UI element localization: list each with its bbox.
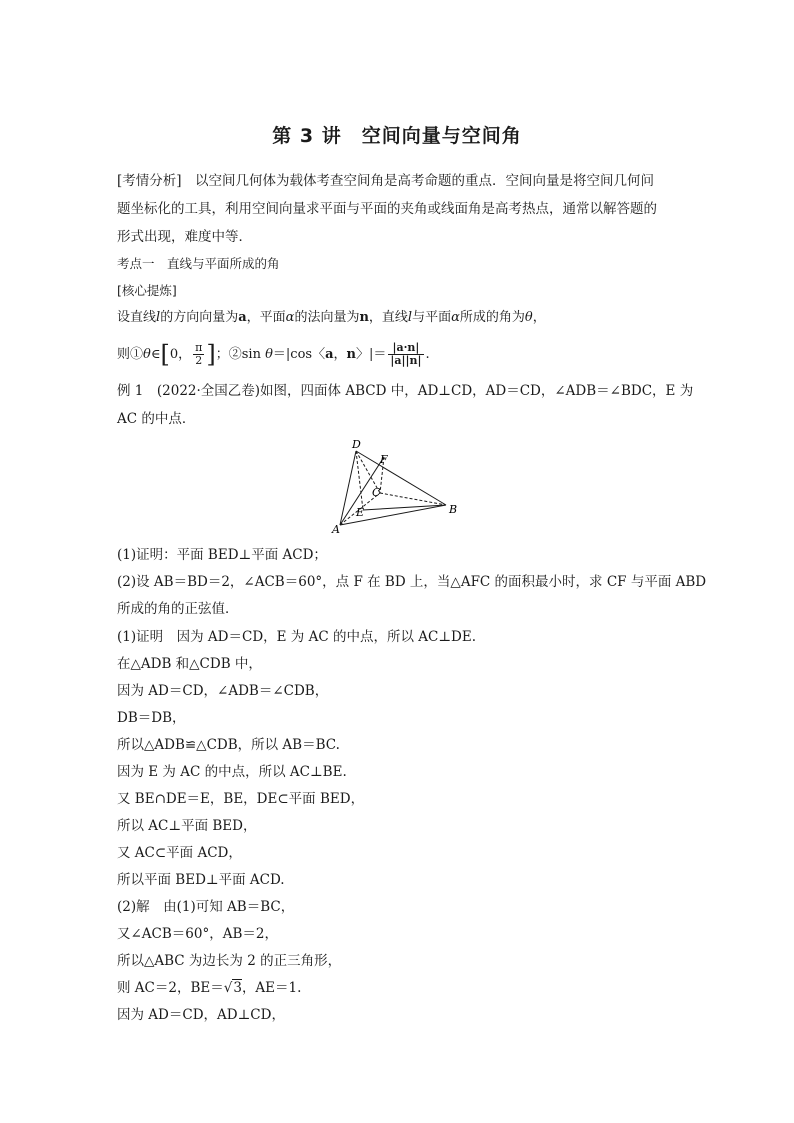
cos-fraction: $\frac{|a\cdot n|}{|a||n|}$ (390, 341, 422, 367)
label-c: C (372, 486, 381, 499)
label-a: A (332, 523, 340, 536)
question-2-line-2: 所成的角的正弦值． (117, 601, 239, 617)
solution-line-13: 所以△ABC 为边长为 2 的正三角形， (117, 953, 342, 969)
solution-line-15: 因为 AD＝CD，AD⊥CD， (117, 1007, 285, 1023)
solution-line-12: 又∠ACB＝60°，AB＝2， (117, 926, 278, 942)
solution-line-10: 所以平面 BED⊥平面 ACD. (117, 872, 285, 888)
question-2-line-1: (2)设 AB＝BD＝2，∠ACB＝60°，点 F 在 BD 上，当△AFC 的面积最小时，求 CF 与平面 ABD (117, 574, 707, 590)
label-d: D (352, 438, 361, 451)
intro-line-1: [考情分析] 以空间几何体为载体考查空间角是高考命题的重点．空间向量是将空间几何问 (117, 173, 655, 189)
pi-over-two-fraction: $\frac{\pi}{2}$ (195, 341, 203, 367)
label-f: F (380, 453, 388, 466)
example-line-1: 例 1 (2022·全国乙卷)如图，四面体 ABCD 中，AD⊥CD，AD＝CD，∠ADB＝∠BDC，E 为 (117, 383, 694, 399)
intro-line-2: 题坐标化的工具，利用空间向量求平面与平面的夹角或线面角是高考热点，通常以解答题的 (117, 201, 657, 217)
section-heading: 考点一 直线与平面所成的角 (117, 256, 280, 271)
label-e: E (356, 506, 365, 519)
solution-line-11: (2)解 由(1)可知 AB＝BC， (117, 899, 295, 915)
core-label: [核心提炼] (117, 283, 177, 298)
tetrahedron-figure (326, 437, 466, 537)
solution-line-8: 所以 AC⊥平面 BED， (117, 818, 257, 834)
solution-line-3: 因为 AD＝CD，∠ADB＝∠CDB， (117, 683, 329, 699)
solution-line-9: 又 AC⊂平面 ACD， (117, 845, 242, 861)
example-line-2: AC 的中点． (117, 411, 196, 427)
page-title: 第 3 讲 空间向量与空间角 (272, 125, 522, 147)
segment-de (356, 451, 363, 510)
solution-line-14: 则 AC＝2，BE＝√3，AE＝1. (117, 980, 302, 996)
solution-line-1: (1)证明 因为 AD＝CD，E 为 AC 的中点，所以 AC⊥DE. (117, 629, 476, 645)
solution-line-2: 在△ADB 和△CDB 中， (117, 656, 262, 672)
solution-line-6: 因为 E 为 AC 的中点，所以 AC⊥BE. (117, 764, 347, 780)
intro-line-3: 形式出现，难度中等． (117, 229, 252, 245)
solution-line-5: 所以△ADB≌△CDB，所以 AB＝BC. (117, 737, 340, 753)
question-1: (1)证明：平面 BED⊥平面 ACD； (117, 547, 327, 563)
core-paragraph-1: 设直线l的方向向量为a，平面α的法向量为n，直线l与平面α所成的角为θ， (117, 310, 546, 325)
label-b: B (449, 503, 458, 516)
solution-line-4: DB＝DB， (117, 710, 186, 726)
core-formula-line: 则①θ∈[0， $\frac{\pi}{2}$ ]；②sin θ＝|cos〈a，n〉|＝ $\frac{|a\cdot n|}{|a||n|}$ . (117, 340, 430, 369)
solution-line-7: 又 BE∩DE＝E，BE，DE⊂平面 BED， (117, 791, 365, 807)
